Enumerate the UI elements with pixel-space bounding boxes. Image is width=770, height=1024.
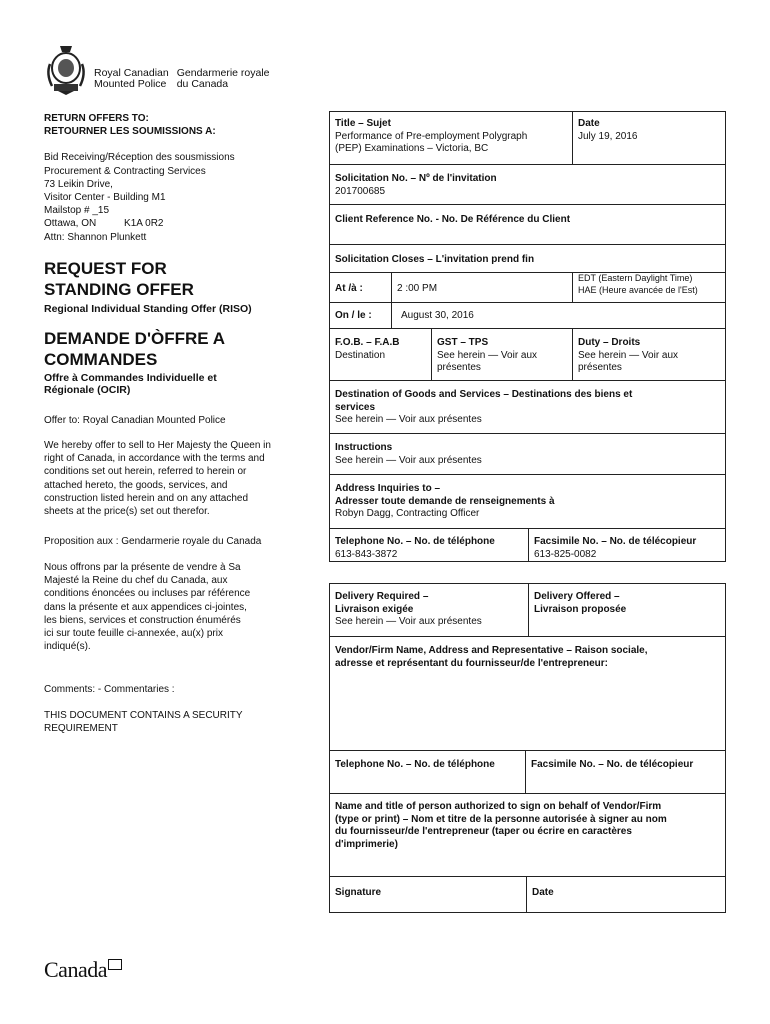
instructions-field: Instructions See herein — Voir aux présentes (335, 442, 482, 466)
vendor-facsimile-field[interactable]: Facsimile No. – No. de télécopieur (531, 759, 694, 770)
proposition-text: Nous offrons par la présente de vendre à Sa Majesté la Reine du chef du Canada, aux conditions énoncées ou incluses par référence dans la présente et aux appendices ci-jointes, les biens, services et construction énumérés ici sur toute feuille ci-annexée, au(x) prix indiqué(s). (44, 562, 251, 653)
title-block-fr (44, 328, 309, 396)
rcmp-crest-icon (44, 44, 88, 96)
canada-wordmark: Canada (44, 957, 122, 983)
duty-field: Duty – Droits See herein — Voir aux présentes (578, 337, 679, 373)
fob-field: F.O.B. – F.A.B Destination (335, 337, 400, 361)
vendor-telephone-field[interactable]: Telephone No. – No. de téléphone (335, 759, 495, 770)
title-field (331, 115, 571, 159)
canada-flag-icon (108, 959, 122, 970)
solicitation-closes-label: Solicitation Closes – L'invitation prend fin (335, 254, 535, 265)
page-title-fr-2: COMMANDES (44, 350, 158, 369)
destination-field: Destination of Goods and Services – Destinations des biens et services See herein — Voir aux présentes (335, 389, 633, 425)
title-value-2: (PEP) Examinations – Victoria, BC (335, 143, 489, 154)
comments-label: Comments: - Commentaries : (44, 684, 175, 695)
left-column (44, 112, 309, 244)
solicitation-value: 201700685 (335, 185, 386, 197)
proposition: Proposition aux : Gendarmerie royale du Canada (44, 536, 262, 547)
title-value-1: Performance of Pre-employment Polygraph (335, 130, 528, 142)
offer-text: We hereby offer to sell to Her Majesty the Queen in right of Canada, in accordance with the terms and conditions set out herein, referred to herein or attached hereto, the goods, services, and construction listed herein and on any attached sheets at the price(s) set out therefor. (44, 440, 271, 518)
inquiries-field: Address Inquiries to – Adresser toute demande de renseignements à Robyn Dagg, Contracting Officer (335, 483, 555, 519)
subtitle-en: Regional Individual Standing Offer (RISO) (44, 303, 252, 315)
date-value: July 19, 2016 (578, 130, 638, 142)
at-label: At /à : (335, 283, 363, 294)
telephone-field: Telephone No. – No. de téléphone 613-843-3872 (335, 536, 495, 560)
offer-to: Offer to: Royal Canadian Mounted Police (44, 415, 226, 426)
date-field (574, 115, 724, 146)
page-title-en-1: REQUEST FOR (44, 259, 167, 278)
timezone-en: EDT (Eastern Daylight Time) (578, 273, 693, 283)
title-label: Title – Sujet (335, 118, 391, 129)
page-title-fr-1: DEMANDE D'ÒFFRE A (44, 329, 225, 348)
client-reference-label: Client Reference No. - No. De Référence du Client (335, 214, 571, 225)
solicitation-number-field (331, 170, 721, 201)
page-title-en-2: STANDING OFFER (44, 280, 194, 299)
title-block-en (44, 258, 309, 315)
delivery-required-field: Delivery Required – Livraison exigée See herein — Voir aux présentes (335, 591, 482, 627)
on-value: August 30, 2016 (401, 310, 474, 321)
on-label: On / le : (335, 310, 372, 321)
vendor-name-field[interactable]: Vendor/Firm Name, Address and Representative – Raison sociale, adresse et représentant du fournisseur/de l'entrepreneur: (335, 645, 648, 669)
subtitle-fr-2: Régionale (OCIR) (44, 384, 131, 396)
at-value: 2 :00 PM (397, 283, 438, 294)
return-address: Bid Receiving/Réception des sousmissions Procurement & Contracting Services 73 Leikin Drive, Visitor Center - Building M1 Mailstop # _15 Ottawa, ON K1A 0R2 Attn: Shannon Plunkett (44, 152, 235, 243)
return-offers-en: RETURN OFFERS TO: (44, 113, 149, 124)
date-label: Date (578, 118, 600, 129)
security-notice: THIS DOCUMENT CONTAINS A SECURITY REQUIREMENT (44, 710, 243, 735)
solicitation-label: Solicitation No. – Nº de l'invitation (335, 173, 497, 184)
authorized-person-field[interactable]: Name and title of person authorized to sign on behalf of Vendor/Firm (type or print) – Nom et titre de la personne autorisée à signer au nom du fournisseur/de l'entrepreneur (taper ou écrire en caractères d'imprimerie) (335, 801, 667, 850)
delivery-offered-field[interactable]: Delivery Offered – Livraison proposée (534, 591, 627, 615)
subtitle-fr-1: Offre à Commandes Individuelle et (44, 372, 217, 384)
gst-field: GST – TPS See herein — Voir aux présentes (437, 337, 538, 373)
signature-field[interactable]: Signature (335, 887, 382, 898)
timezone-fr: HAE (Heure avancée de l'Est) (578, 284, 698, 295)
timezone (574, 271, 726, 299)
return-offers-fr: RETOURNER LES SOUMISSIONS A: (44, 126, 216, 138)
signature-date-field[interactable]: Date (532, 887, 554, 898)
organization-name: Royal Canadian Mounted PoliceGendarmerie royale du Canada (94, 67, 270, 90)
facsimile-field: Facsimile No. – No. de télécopieur 613-825-0082 (534, 536, 697, 560)
